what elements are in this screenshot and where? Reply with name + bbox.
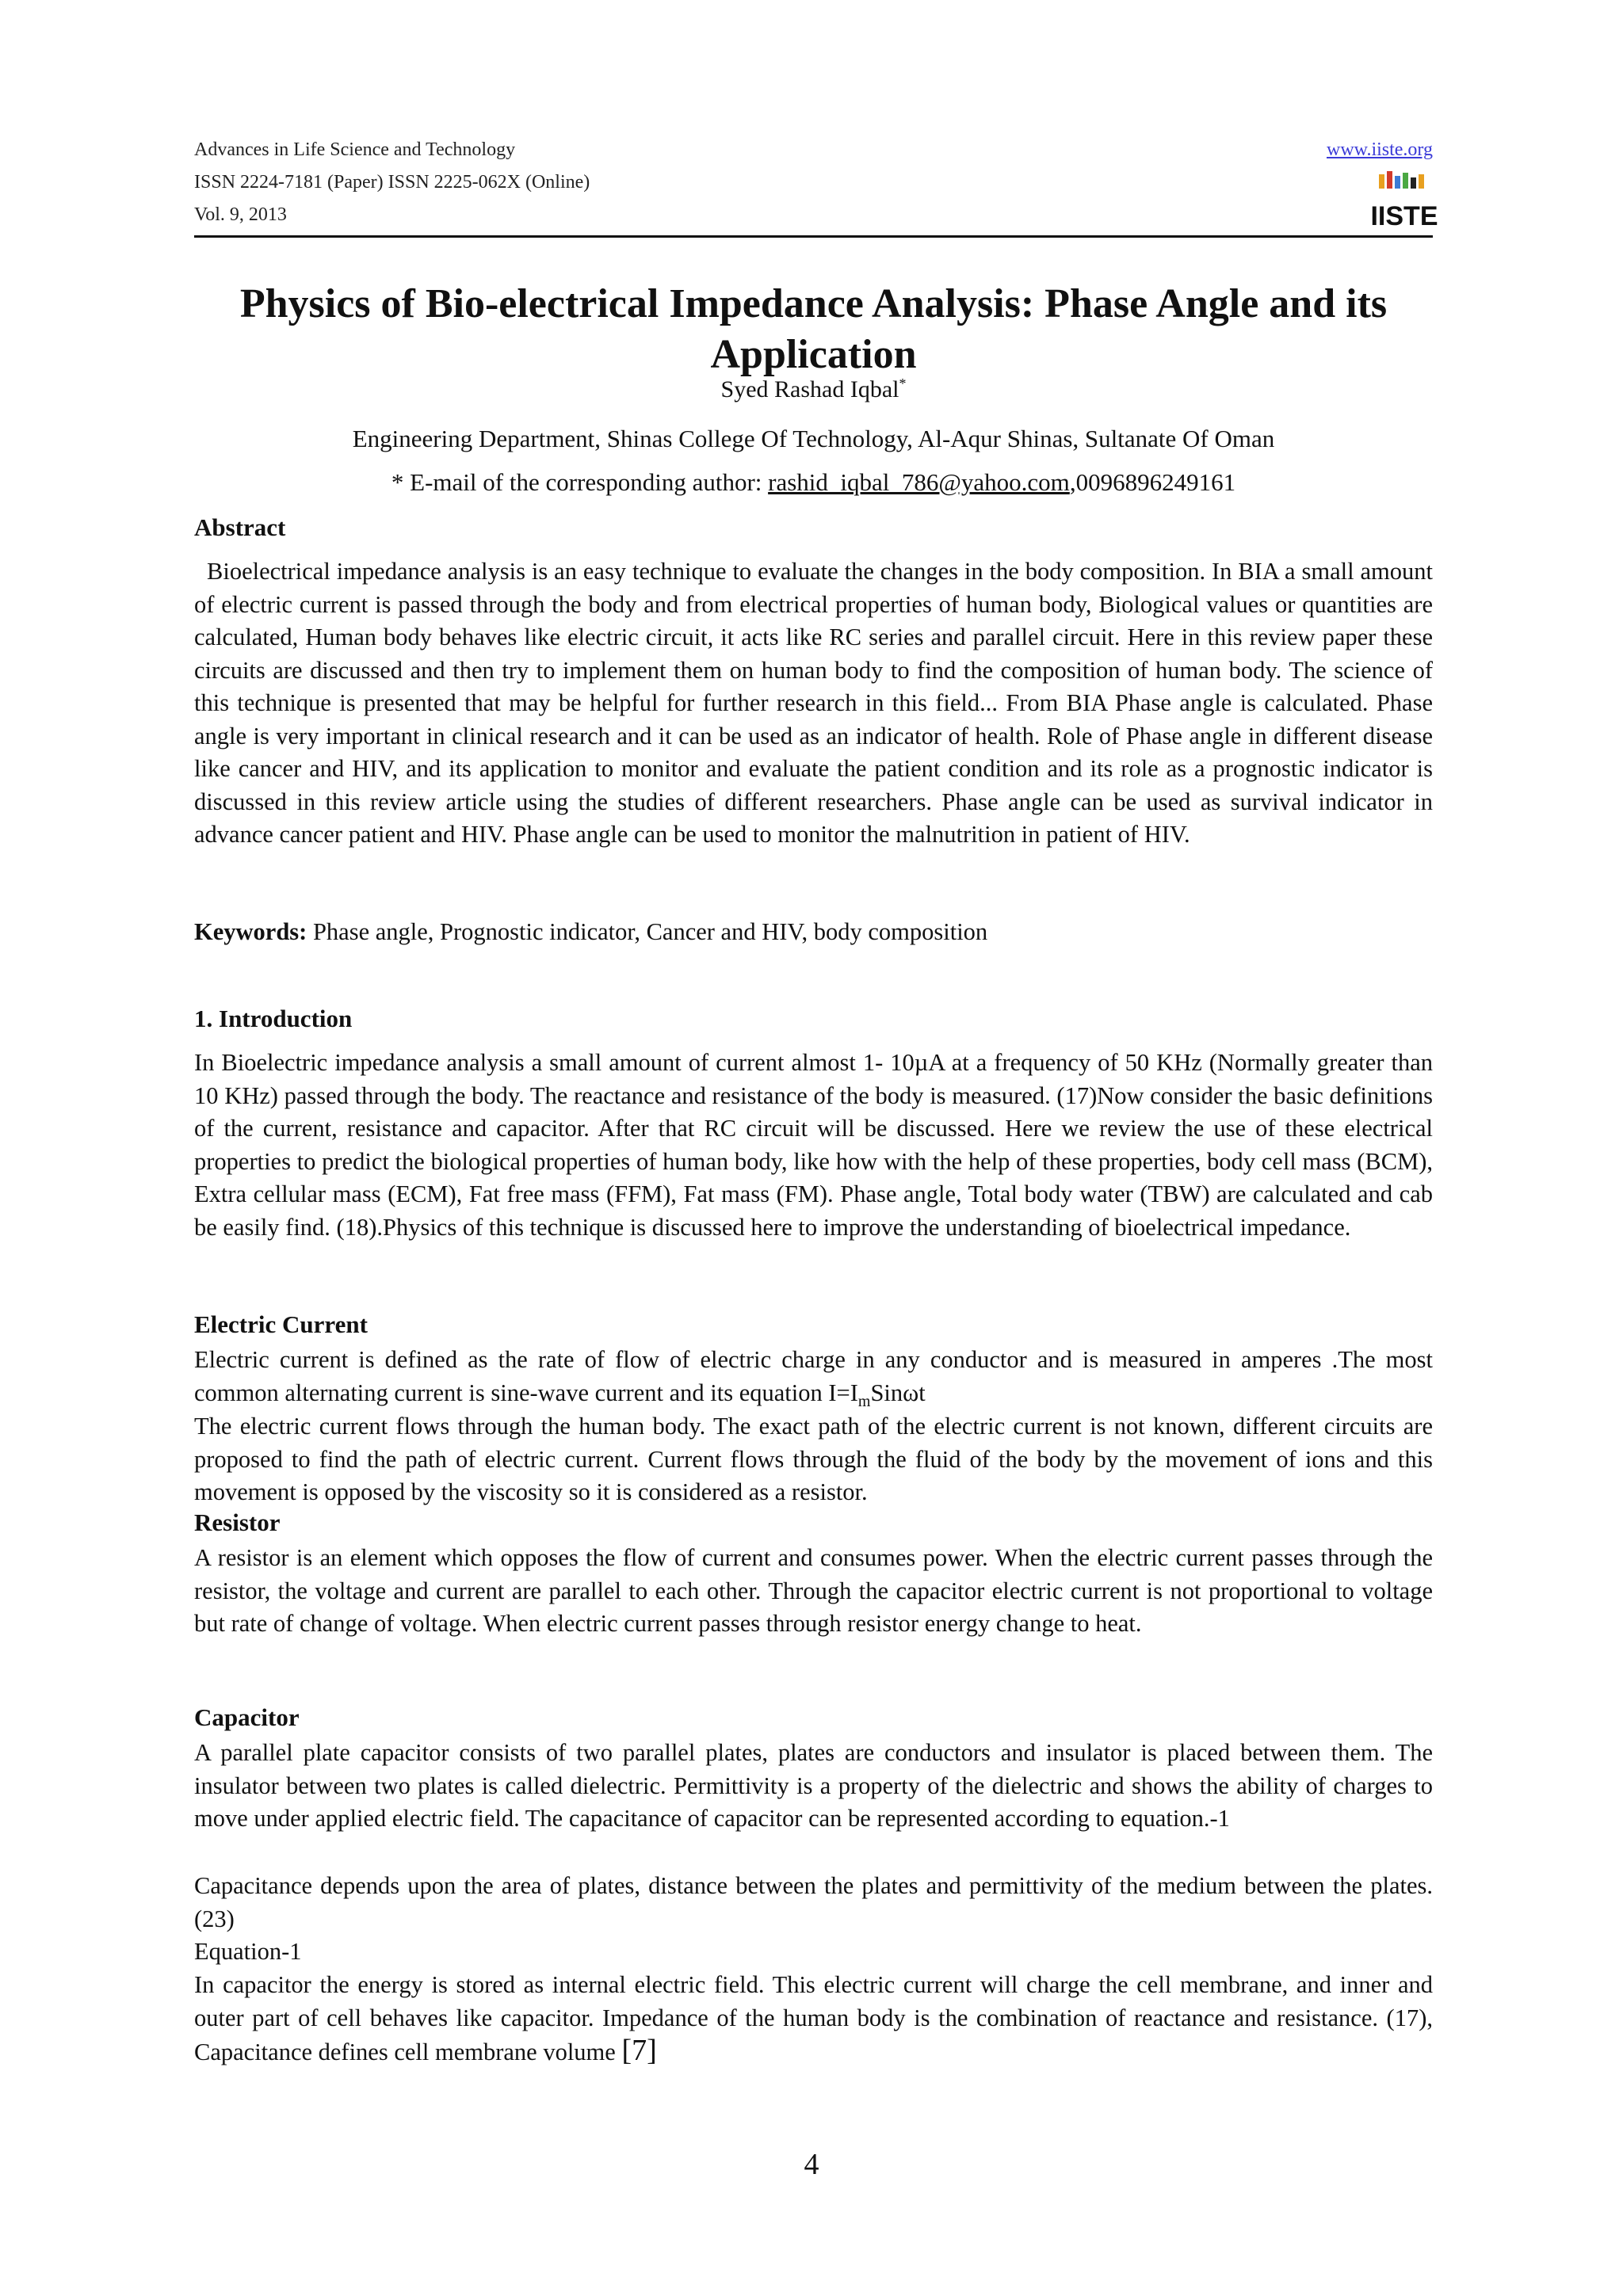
electric-current-heading: Electric Current <box>194 1310 368 1338</box>
author-name: Syed Rashad Iqbal <box>720 376 899 402</box>
author-mark: * <box>899 376 907 391</box>
introduction-text: In Bioelectric impedance analysis a small amount of current almost 1- 10µA at a frequency of 50 KHz (Normally greater than 10 KHz) passed through the body. The reactance and resistance of the body is measured. (17)Now consider the basic definitions of the current, resistance and capacitor. After that RC circuit will be discussed. Here we review the use of these electrical properties to predict the biological properties of human body, like how with the help of these properties, body cell mass (BCM), Extra cellular mass (ECM), Fat free mass (FFM), Fat mass (FM). Phase angle, Total body water (TBW) are calculated and cab be easily find. (18).Physics of this technique is discussed here to improve the understanding of bioelectrical impedance. <box>194 1049 1433 1241</box>
electric-current-definition: Electric current is defined as the rate of flow of electric charge in any conductor and is measured in amperes .The most common alternating current is sine-wave current and its equation $I=I_mSin\omega t$ <box>194 1346 1433 1410</box>
capacitor-heading: Capacitor <box>194 1703 300 1731</box>
abstract-heading: Abstract <box>194 513 286 541</box>
keywords-text: Phase angle, Prognostic indicator, Cancer and HIV, body composition <box>307 918 988 945</box>
journal-website-link[interactable]: www.iiste.org <box>1327 139 1433 160</box>
journal-issn: ISSN 2224-7181 (Paper) ISSN 2225-062X (Online) <box>194 172 590 193</box>
capacitor-definition: A parallel plate capacitor consists of two parallel plates, plates are conductors and insulator is placed between them. The insulator between two plates is called dielectric. Permittivity is a property of the dielectric and shows the ability of charges to move under applied electric field. The capacitance of capacitor can be represented according to equation.-1 <box>194 1739 1433 1832</box>
email-prefix: * E-mail of the corresponding author: <box>391 468 769 496</box>
header-rule <box>194 235 1433 238</box>
electric-current-body: The electric current flows through the human body. The exact path of the electric current is not known, different circuits are proposed to find the path of electric current. Current flows through the fluid of the body by the movement of ions and this movement is opposed by the viscosity so it is considered as a resistor. <box>194 1413 1433 1505</box>
author-email-link[interactable]: rashid_iqbal_786@yahoo.com <box>768 468 1070 496</box>
svg-text:IISTE: IISTE <box>1370 201 1438 231</box>
resistor-text: A resistor is an element which opposes the flow of current and consumes power. When the electric current passes through the resistor, the voltage and current are parallel to each other. Through the capacitor electric current is not proportional to voltage but rate of change of voltage. When electric current passes through resistor energy change to heat. <box>194 1544 1433 1637</box>
abstract-text: Bioelectrical impedance analysis is an easy technique to evaluate the changes in the body composition. In BIA a small amount of electric current is passed through the body and from electrical properties of human body, Biological values or quantities are calculated, Human body behaves like electric circuit, it acts like RC series and parallel circuit. Here in this review paper these circuits are discussed and then try to implement them on human body to find the composition of human body. The science of this technique is presented that may be helpful for further research in this field... From BIA Phase angle is calculated. Phase angle is very important in clinical research and it can be used as an indicator of health. Role of Phase angle in different disease like cancer and HIV, and its application to monitor and evaluate the patient condition and its role as a prognostic indicator is discussed in this review article using the studies of different researchers. Phase angle can be used as survival indicator in advance cancer patient and HIV. Phase angle can be used to monitor the malnutrition in patient of HIV. <box>194 558 1433 848</box>
iiste-logo <box>1370 171 1438 231</box>
keywords-line <box>194 916 1433 949</box>
author-phone: ,0096896249161 <box>1069 468 1236 496</box>
correspondence-line <box>194 468 1433 497</box>
affiliation: Engineering Department, Shinas College Of Technology, Al-Aqur Shinas, Sultanate Of Oman <box>352 425 1275 452</box>
resistor-heading: Resistor <box>194 1508 281 1536</box>
citation-ref: [7] <box>621 2034 657 2067</box>
author-line <box>194 376 1433 403</box>
journal-name: Advances in Life Science and Technology <box>194 139 516 160</box>
introduction-heading: 1. Introduction <box>194 1005 353 1032</box>
paper-title: Physics of Bio-electrical Impedance Analysis: Phase Angle and its Application <box>239 281 1388 377</box>
journal-volume: Vol. 9, 2013 <box>194 204 287 225</box>
page-number: 4 <box>804 2148 819 2181</box>
keywords-label: Keywords: <box>194 918 307 945</box>
equation-label: Equation-1 <box>194 1938 302 1965</box>
capacitor-energy-text: In capacitor the energy is stored as internal electric field. This electric current will charge the cell membrane, and inner and outer part of cell behaves like capacitor. Impedance of the human body is the combination of reactance and resistance. (17), Capacitance defines cell membrane volume [7] <box>194 1971 1433 2067</box>
capacitance-dependence: Capacitance depends upon the area of plates, distance between the plates and permittivity of the medium between the plates. (23) <box>194 1872 1433 1932</box>
